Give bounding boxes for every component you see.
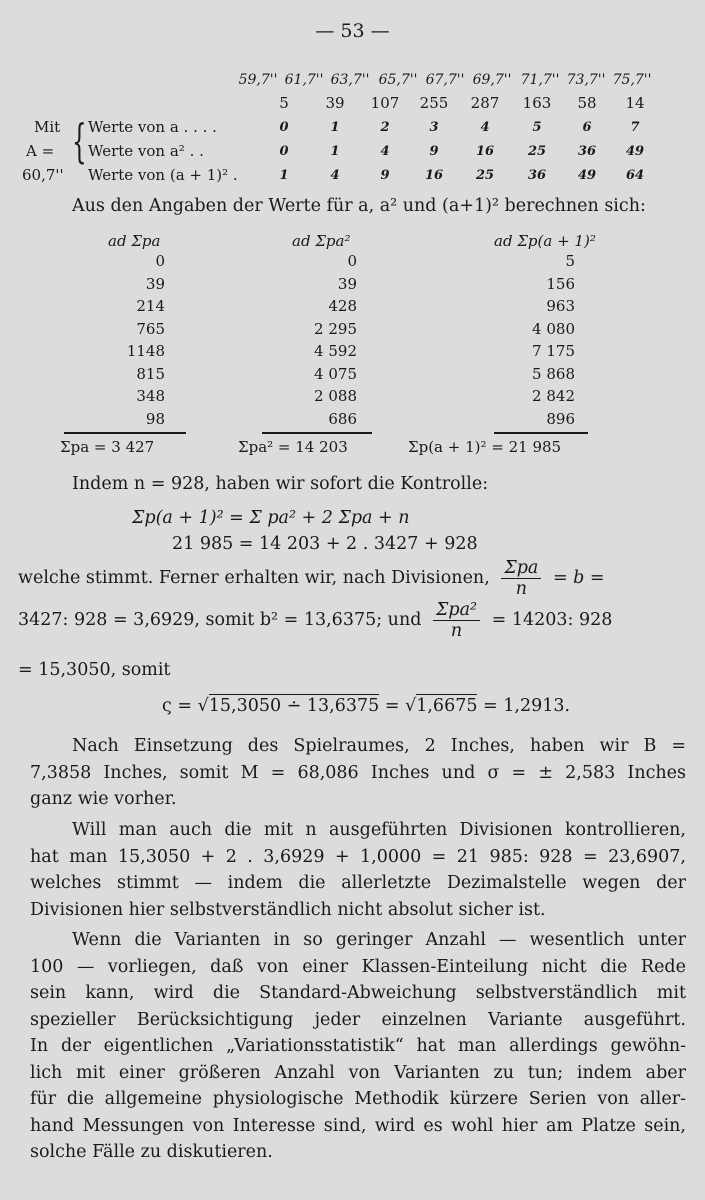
row-value: 16 (475, 144, 495, 159)
row-value: 25 (527, 144, 547, 159)
class-boundary: 75,7'' (612, 72, 652, 88)
paragraph-line: solche Fälle zu diskutieren. (30, 1142, 273, 1162)
division-line-2 (18, 600, 688, 641)
sum-value: 4 075 (314, 364, 357, 383)
class-boundary: 71,7'' (520, 72, 560, 88)
curly-brace-icon: { (72, 114, 87, 168)
header-sum-pa2: ad Σpa² (292, 232, 351, 250)
row-value: 3 (429, 120, 439, 135)
row-label: Werte von a² . . (88, 142, 204, 160)
sum-value: 4 080 (532, 319, 575, 338)
total-sum-pa: Σpa = 3 427 (60, 438, 155, 456)
row-value: 6 (582, 120, 592, 135)
sum-value: 5 (565, 252, 575, 270)
sum-value: 963 (546, 297, 575, 315)
paragraph-line: ganz wie vorher. (30, 789, 177, 809)
sigma-mid: = √ (379, 696, 417, 716)
paragraph-line: spezieller Berücksichtigung jeder einzelnen Variante ausgeführt. (30, 1009, 686, 1030)
paragraph-line: hand Messungen von Interesse sind, wird es wohl hier am Platze sein, (30, 1115, 686, 1136)
row-value: 49 (577, 168, 597, 183)
division-result: = 14203: 928 (491, 610, 613, 630)
fraction-denominator-2: n (450, 621, 463, 641)
row-value: 36 (527, 168, 547, 183)
row-label: Werte von a . . . . (88, 118, 217, 136)
frequency-value: 5 (279, 94, 289, 112)
side-label-mit: Mit (34, 118, 61, 136)
sum-value: 156 (546, 274, 575, 293)
header-sum-pa: ad Σpa (108, 232, 161, 250)
sum-value: 1148 (126, 342, 165, 360)
row-value: 9 (429, 144, 439, 159)
sqrt-argument-2: 1,6675 (416, 696, 478, 716)
paragraph-line: 7,3858 Inches, somit M = 68,086 Inches und σ = ± 2,583 Inches (30, 762, 686, 783)
division-line-1 (18, 558, 688, 599)
total-sum-pa1sq: Σp(a + 1)² = 21 985 (408, 438, 562, 456)
division-text-2: 3427: 928 = 3,6929, somit b² = 13,6375; und (18, 610, 422, 630)
class-boundary: 63,7'' (330, 72, 370, 88)
row-value: 1 (279, 168, 289, 183)
paragraph-line: 100 — vorliegen, daß von einer Klassen-Einteilung nicht die Rede (30, 956, 686, 977)
row-value: 0 (279, 120, 289, 135)
sum-value: 348 (136, 387, 165, 405)
row-value: 16 (424, 168, 444, 183)
total-sum-pa2: Σpa² = 14 203 (238, 438, 348, 456)
paragraph-line: hat man 15,3050 + 2 . 3,6929 + 1,0000 = 21 985: 928 = 23,6907, (30, 846, 686, 867)
header-sum-pa1sq: ad Σp(a + 1)² (494, 232, 596, 250)
division-text: welche stimmt. Ferner erhalten wir, nach Divisionen, (18, 568, 490, 588)
total-rule-3 (494, 432, 588, 434)
paragraph-line: lich mit einer größeren Anzahl von Varianten zu tun; indem aber (30, 1062, 686, 1083)
equals-b: = b = (552, 568, 605, 588)
sum-value: 98 (145, 409, 165, 428)
sum-value: 428 (328, 297, 357, 315)
control-line: Indem n = 928, haben wir sofort die Kontrolle: (72, 474, 489, 494)
class-boundary: 59,7'' (238, 72, 278, 88)
row-value: 1 (330, 120, 340, 135)
sum-value: 686 (328, 409, 357, 428)
fraction-numerator-2: Σpa² (433, 600, 480, 621)
class-boundary: 69,7'' (472, 72, 512, 88)
fraction-numerator: Σpa (501, 558, 541, 579)
sum-value: 0 (155, 252, 165, 270)
sigma-equation (162, 696, 570, 716)
frequency-value: 163 (522, 94, 552, 112)
side-label-a: A = (26, 142, 55, 160)
sum-value: 2 295 (314, 319, 357, 338)
paragraph-line: Divisionen hier selbstverständlich nicht absolut sicher ist. (30, 899, 546, 920)
paragraph-line: für die allgemeine physiologische Methodik kürzere Serien von aller- (30, 1089, 686, 1109)
frequency-value: 39 (325, 94, 345, 112)
row-value: 9 (380, 168, 390, 183)
frequency-value: 255 (419, 94, 449, 112)
row-value: 64 (625, 168, 645, 183)
sigma-lhs: ς = √ (162, 696, 209, 716)
sum-value: 765 (136, 319, 165, 338)
class-boundary: 67,7'' (425, 72, 465, 88)
paragraph-line: In der eigentlichen „Variationsstatistik“ hat man allerdings gewöhn- (30, 1036, 686, 1056)
sum-value: 2 842 (532, 387, 575, 405)
frequency-value: 287 (470, 94, 500, 112)
row-value: 2 (380, 120, 390, 135)
row-value: 25 (475, 168, 495, 183)
control-equation-numeric: 21 985 = 14 203 + 2 . 3427 + 928 (172, 534, 478, 554)
paragraph-line: Nach Einsetzung des Spielraumes, 2 Inches, haben wir B = (72, 736, 686, 756)
paragraph-line: welches stimmt — indem die allerletzte Dezimalstelle wegen der (30, 873, 686, 893)
sum-value: 815 (136, 364, 165, 383)
sum-value: 7 175 (532, 342, 575, 360)
row-value: 4 (330, 168, 340, 183)
row-value: 0 (279, 144, 289, 159)
row-label: Werte von (a + 1)² . (88, 166, 238, 184)
sum-value: 39 (145, 274, 165, 293)
fraction-denominator: n (515, 579, 527, 599)
class-boundary: 73,7'' (566, 72, 606, 88)
frequency-value: 58 (577, 94, 597, 112)
frequency-value: 14 (625, 94, 645, 112)
row-value: 49 (625, 144, 645, 159)
fraction-sum-pa-over-n (501, 558, 541, 599)
sum-value: 2 088 (314, 387, 357, 405)
row-value: 5 (532, 120, 542, 135)
frequency-value: 107 (370, 94, 400, 112)
sum-value: 214 (136, 297, 165, 315)
paragraph-line: Will man auch die mit n ausgeführten Divisionen kontrollieren, (72, 820, 686, 840)
row-value: 7 (630, 120, 640, 135)
intro-line: Aus den Angaben der Werte für a, a² und (a+1)² berechnen sich: (72, 196, 646, 216)
row-value: 4 (380, 144, 390, 159)
row-value: 4 (480, 120, 490, 135)
class-boundary: 65,7'' (378, 72, 418, 88)
paragraph-line: Wenn die Varianten in so geringer Anzahl — wesentlich unter (72, 930, 686, 950)
sum-value: 896 (546, 409, 575, 428)
paragraph-line: sein kann, wird die Standard-Abweichung selbstverständlich mit (30, 983, 686, 1003)
fraction-sum-pa2-over-n (433, 600, 480, 641)
total-rule-1 (64, 432, 186, 434)
sum-value: 39 (337, 274, 357, 293)
sqrt-argument-1: 15,3050 ∸ 13,6375 (208, 696, 380, 716)
page-number: — 53 — (315, 20, 390, 42)
sigma-result: = 1,2913. (477, 696, 571, 716)
variance-line: = 15,3050, somit (18, 660, 171, 680)
total-rule-2 (262, 432, 372, 434)
control-equation: Σp(a + 1)² = Σ pa² + 2 Σpa + n (132, 508, 410, 528)
sum-value: 0 (347, 252, 357, 270)
row-value: 1 (330, 144, 340, 159)
class-boundary: 61,7'' (284, 72, 324, 88)
sum-value: 5 868 (532, 364, 575, 383)
sum-value: 4 592 (314, 342, 357, 360)
row-value: 36 (577, 144, 597, 159)
side-label-mean: 60,7'' (22, 166, 64, 184)
